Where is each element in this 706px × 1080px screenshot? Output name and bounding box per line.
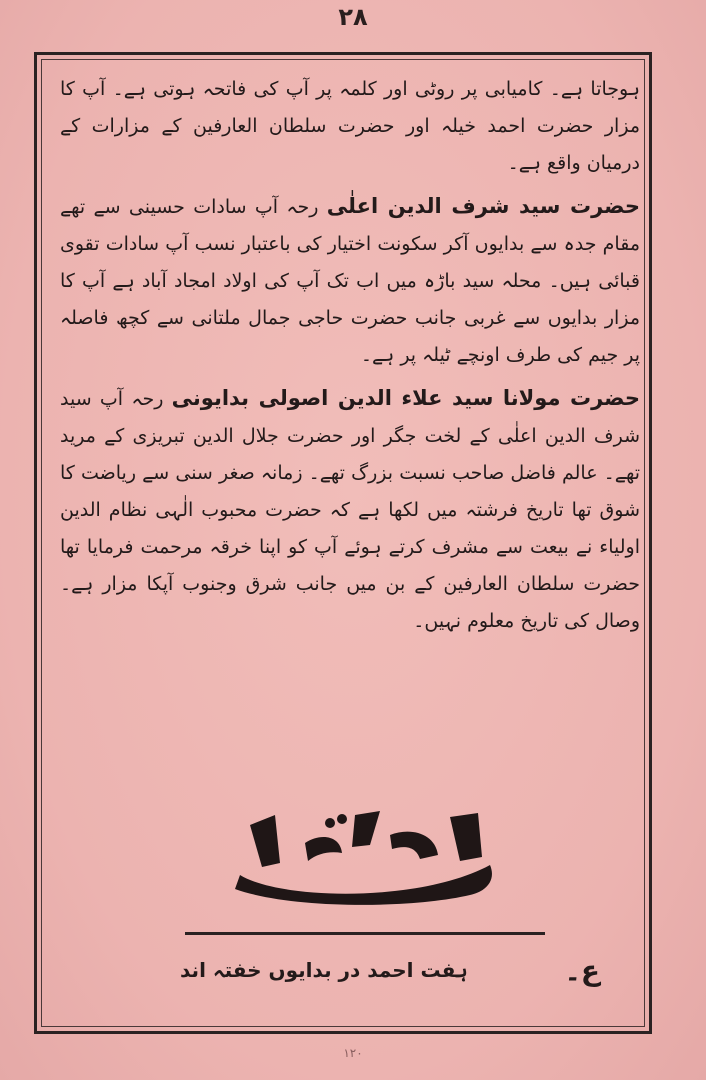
bottom-print-mark: ۱۲۰ [343, 1046, 363, 1060]
paragraph-3 [60, 380, 640, 640]
paragraph-3-lead: حضرت مولانا سید علاء الدین اصولی بدایونی [171, 386, 640, 410]
paragraph-2-lead: حضرت سید شرف الدین اعلٰی [326, 194, 641, 218]
page-number: ۲۸ [338, 3, 368, 31]
footer-verse-text: ہفت احمد در بدایوں خفتہ اند [180, 958, 468, 982]
footer-mark: ع۔ [564, 953, 600, 987]
paragraph-3-text: رحہ آپ سید شرف الدین اعلٰی کے لخت جگر اور حضرت جلال الدین تبریزی کے مرید تھے۔ عالم فاضل صاحب نسبت بزرگ تھے۔ زمانہ صغر سنی سے ریاضت کا شوق تھا تاریخ فرشتہ میں لکھا ہے کہ حضرت محبوب الٰہی نظام الدین اولیاء نے بیعت سے مشرف کرتے ہوئے آپ کو اپنا خرقہ مرحمت فرمایا تھا حضرت سلطان العارفین کے بن میں جانب شرق وجنوب آپکا مزار ہے۔ وصال کی تاریخ معلوم نہیں۔ [60, 388, 640, 632]
body-text [60, 70, 640, 646]
divider-rule [185, 932, 545, 935]
paragraph-1-text: ہوجاتا ہے۔ کامیابی پر روٹی اور کلمہ پر آپ کی فاتحہ ہوتی ہے۔ آپ کا مزار حضرت احمد خیلہ اور حضرت سلطان العارفین کے مزارات کے درمیان واقع ہے۔ [60, 78, 640, 174]
paragraph-2 [60, 188, 640, 374]
calligraphy-logo [220, 805, 510, 915]
paragraph-2-text: رحہ آپ سادات حسینی سے تھے مقام جدہ سے بدایوں آکر سکونت اختیار کی باعتبار نسب آپ سادات تقوی قبائی ہیں۔ محلہ سید باڑہ میں اب تک آپ کی اولاد امجاد آباد ہے آپ کا مزار بدایوں سے غربی جانب حضرت حاجی جمال ملتانی سے کچھ فاصلہ پر جیم کی طرف اونچے ٹیلہ پر ہے۔ [60, 196, 640, 366]
footer-verse [180, 950, 600, 990]
paragraph-1 [60, 70, 640, 182]
